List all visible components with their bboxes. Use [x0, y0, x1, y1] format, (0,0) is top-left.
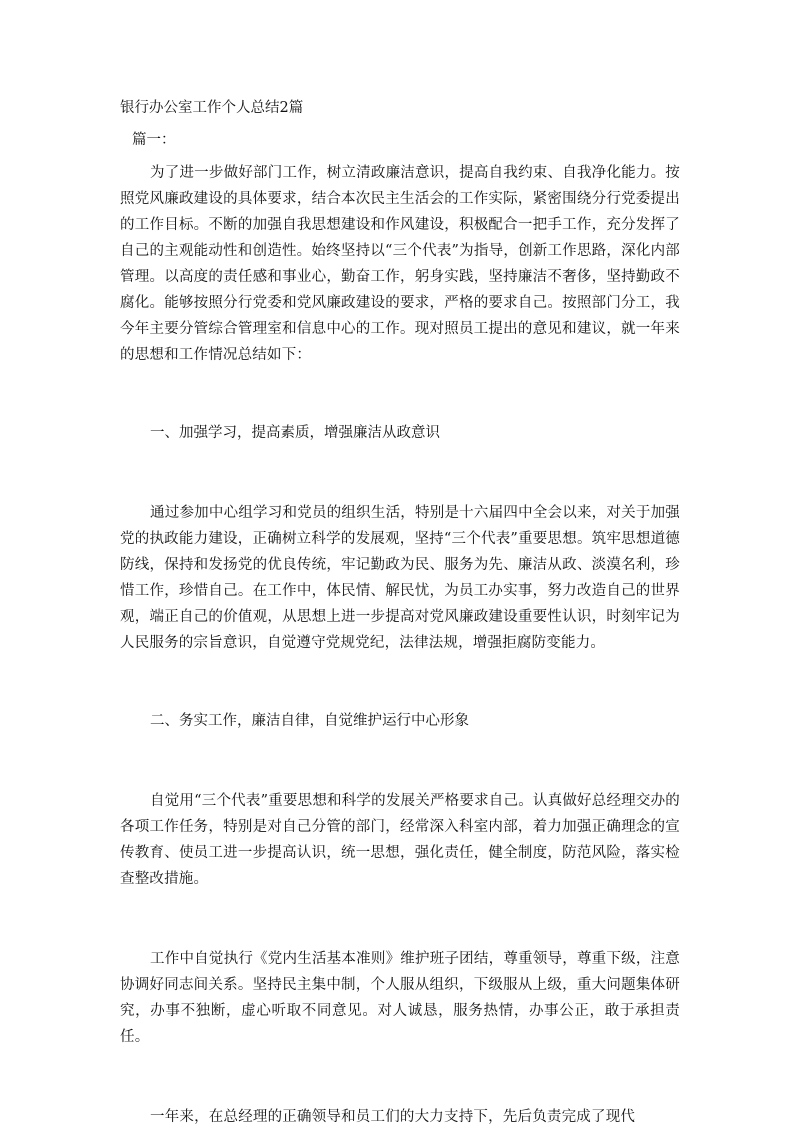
part-label: 篇一： — [132, 132, 176, 148]
spacer — [120, 368, 680, 420]
spacer — [120, 892, 680, 946]
spacer — [120, 734, 680, 788]
spacer — [120, 446, 680, 500]
paragraph-section-2c: 一年来，在总经理的正确领导和员工们的大力支持下，先后负责完成了现代 — [150, 1109, 636, 1125]
document-title: 银行办公室工作个人总结2篇 — [120, 100, 304, 116]
paragraph-intro: 为了进一步做好部门工作，树立清政廉洁意识，提高自我约束、自我净化能力。按照党风廉政建设的具体要求，结合本次民主生活会的工作实际，紧密围绕分行党委提出的工作目标。不断的加强自我思想建设和作风建设，积极配合一把手工作，充分发挥了自己的主观能动性和创造性。始终坚持以“三个代表”为指导，创新工作思路，深化内部管理。以高度的责任感和事业心，勤奋工作，躬身实践，坚持廉洁不奢侈，坚持勤政不腐化。能够按照分行党委和党风廉政建设的要求，严格的要求自己。按照部门分工，我今年主要分管综合管理室和信息中心的工作。现对照员工提出的意见和建议，就一年来的思想和工作情况总结如下： — [120, 165, 680, 363]
spacer — [120, 1050, 680, 1104]
spacer — [120, 656, 680, 708]
paragraph-section-1: 通过参加中心组学习和党员的组织生活，特别是十六届四中全会以来，对关于加强党的执政能力建设，正确树立科学的发展观，坚持“三个代表”重要思想。筑牢思想道德防线，保持和发扬党的优良传统，牢记勤政为民、服务为先、廉洁从政、淡漠名利，珍惜工作，珍惜自己。在工作中，体民情、解民忧，为员工办实事，努力改造自己的世界观，端正自己的价值观，从思想上进一步提高对党风廉政建设重要性认识，时刻牢记为人民服务的宗旨意识，自觉遵守党规党纪，法律法规，增强拒腐防变能力。 — [120, 505, 680, 651]
section-heading-1: 一、加强学习，提高素质，增强廉洁从政意识 — [150, 425, 440, 441]
paragraph-section-2a: 自觉用“三个代表”重要思想和科学的发展关严格要求自己。认真做好总经理交办的各项工作任务，特别是对自己分管的部门，经常深入科室内部，着力加强正确理念的宣传教育、使员工进一步提高认识，统一思想，强化责任，健全制度，防范风险，落实检查整改措施。 — [120, 793, 680, 887]
document-body — [120, 96, 680, 1130]
paragraph-section-2b: 工作中自觉执行《党内生活基本准则》维护班子团结，尊重领导，尊重下级，注意协调好同志间关系。坚持民主集中制，个人服从组织，下级服从上级，重大问题集体研究，办事不独断，虚心听取不同意见。对人诚恳，服务热情，办事公正，敢于承担责任。 — [120, 951, 680, 1045]
section-heading-2: 二、务实工作，廉洁自律，自觉维护运行中心形象 — [150, 713, 469, 729]
